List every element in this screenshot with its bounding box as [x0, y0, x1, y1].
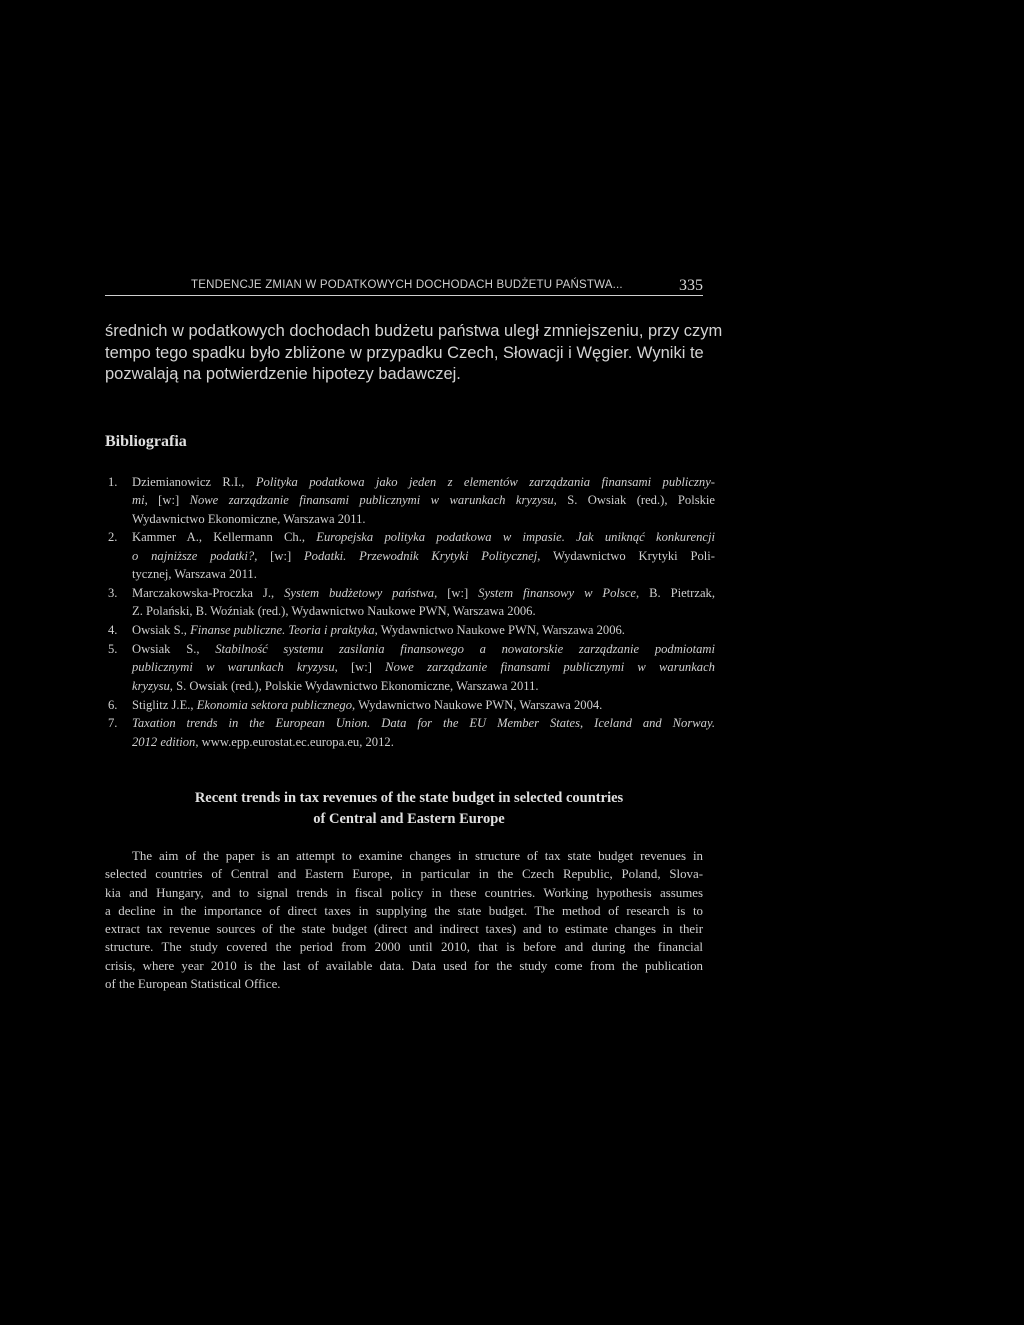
summary-title: [105, 788, 713, 829]
item-line: publicznymi w warunkach kryzysu, [w:] Nowe zarządzanie finansami publicznymi w warunkach: [132, 660, 715, 675]
abstract-line: selected countries of Central and Eastern Europe, in particular in the Czech Republic, Poland, Slova-: [105, 867, 703, 882]
item-line: Marczakowska-Proczka J., System budżetowy państwa, [w:] System finansowy w Polsce, B. Pietrzak,: [132, 585, 715, 600]
bibliography-item: [105, 640, 715, 695]
bibliography-item: [105, 696, 715, 714]
abstract-line: The aim of the paper is an attempt to examine changes in structure of tax state budget revenues in: [132, 849, 703, 863]
item-number: 4.: [108, 623, 118, 638]
item-number: 5.: [108, 642, 118, 657]
running-header: [105, 277, 703, 296]
item-line: tycznej, Warszawa 2011.: [132, 567, 257, 582]
abstract-line: kia and Hungary, and to signal trends in fiscal policy in these countries. Working hypothesis assumes: [105, 885, 703, 900]
item-number: 1.: [108, 475, 118, 489]
abstract-line: crisis, where year 2010 is the last of available data. Data used for the study come from the publication: [105, 958, 703, 973]
bibliography-heading: Bibliografia: [105, 433, 187, 450]
abstract-line: structure. The study covered the period from 2000 until 2010, that is before and during the financial: [105, 940, 703, 955]
item-line: Taxation trends in the European Union. Data for the EU Member States, Iceland and Norway.: [132, 716, 715, 731]
bibliography-item: [105, 473, 715, 528]
item-line: Dziemianowicz R.I., Polityka podatkowa jako jeden z elementów zarządzania finansami publiczny-: [132, 475, 715, 489]
item-line: mi, [w:] Nowe zarządzanie finansami publicznymi w warunkach kryzysu, S. Owsiak (red.), Polskie: [132, 493, 715, 508]
bibliography-item: [105, 621, 715, 639]
item-number: 6.: [108, 697, 118, 712]
summary-title-line: of Central and Eastern Europe: [313, 810, 505, 827]
intro-line: średnich w podatkowych dochodach budżetu państwa uległ zmniejszeniu, przy czym: [105, 322, 723, 340]
intro-paragraph: [105, 321, 723, 386]
item-number: 2.: [108, 530, 118, 545]
item-line: 2012 edition, www.epp.eurostat.ec.europa.eu, 2012.: [132, 734, 394, 749]
bibliography-item: [105, 714, 715, 751]
bibliography-item: [105, 584, 715, 621]
item-line: Stiglitz J.E., Ekonomia sektora publicznego, Wydawnictwo Naukowe PWN, Warszawa 2004.: [132, 697, 603, 712]
bibliography-list: [105, 473, 715, 752]
running-title: TENDENCJE ZMIAN W PODATKOWYCH DOCHODACH BUDŻETU PAŃSTWA...: [191, 279, 623, 291]
item-line: Owsiak S., Finanse publiczne. Teoria i praktyka, Wydawnictwo Naukowe PWN, Warszawa 2006.: [132, 623, 625, 638]
item-number: 3.: [108, 585, 118, 600]
intro-line: tempo tego spadku było zbliżone w przypadku Czech, Słowacji i Węgier. Wyniki te: [105, 343, 704, 362]
bibliography-item: [105, 528, 715, 583]
item-line: kryzysu, S. Owsiak (red.), Polskie Wydawnictwo Ekonomiczne, Warszawa 2011.: [132, 678, 539, 693]
abstract-paragraph: [105, 847, 703, 993]
intro-line: pozwalają na potwierdzenie hipotezy badawczej.: [105, 365, 461, 383]
item-line: Owsiak S., Stabilność systemu zasilania finansowego a nowatorskie zarządzanie podmiotami: [132, 642, 715, 657]
abstract-line: extract tax revenue sources of the state budget (direct and indirect taxes) and to estimate changes in their: [105, 922, 703, 937]
summary-title-line: Recent trends in tax revenues of the state budget in selected countries: [194, 790, 624, 806]
page-number: 335: [679, 277, 703, 294]
item-number: 7.: [108, 716, 118, 731]
item-line: Kammer A., Kellermann Ch., Europejska polityka podatkowa w impasie. Jak uniknąć konkurencji: [132, 530, 715, 545]
item-line: Wydawnictwo Ekonomiczne, Warszawa 2011.: [132, 511, 366, 526]
abstract-line: a decline in the importance of direct taxes in supplying the state budget. The method of research is to: [105, 903, 703, 918]
item-line: Z. Polański, B. Woźniak (red.), Wydawnictwo Naukowe PWN, Warszawa 2006.: [132, 604, 536, 619]
item-line: o najniższe podatki?, [w:] Podatki. Przewodnik Krytyki Politycznej, Wydawnictwo Krytyki Poli-: [132, 548, 715, 563]
abstract-line: of the European Statistical Office.: [105, 977, 281, 992]
